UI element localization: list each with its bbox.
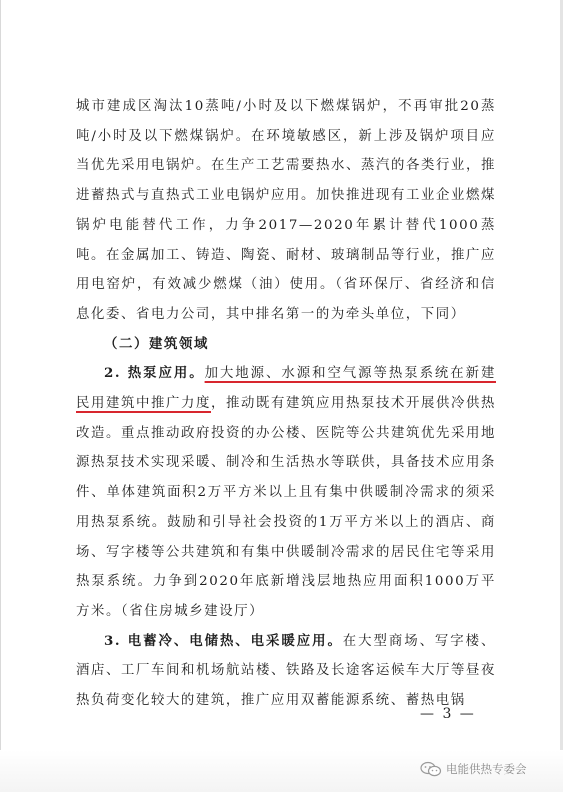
item-3-paragraph bbox=[76, 627, 496, 716]
highlighted-text: 加大地源、水源和空气源等热泵系统在新建民用建筑中推广力度 bbox=[76, 366, 496, 412]
section-heading: （二）建筑领域 bbox=[104, 335, 209, 352]
item-3-title: 3. 电蓄冷、电储热、电采暖应用。 bbox=[104, 632, 343, 649]
item-2-text: ，推动既有建筑应用热泵技术开展供冷供热改造。重点推动政府投资的办公楼、医院等公共建筑优先采用地源热泵技术实现采暖、制冷和生活热水等联供，具备技术应用条件、单体建筑面积2万平方米以上且有集中供暖制冷需求的须采用热泵系统。鼓励和引导社会投资的1万平方米以上的酒店、商场、写字楼等公共建筑和有集中供暖制冷需求的居民住宅等采用热泵系统。力争到2020年底新增浅层地热应用面积1000万平方米。（省住房城乡建设厅） bbox=[76, 396, 496, 619]
page-number: — 3 — bbox=[420, 706, 476, 722]
wechat-icon bbox=[420, 761, 442, 777]
item-2-paragraph bbox=[76, 359, 496, 626]
item-2-title: 2. 热泵应用。 bbox=[104, 365, 205, 382]
document-body bbox=[76, 92, 496, 716]
watermark bbox=[420, 761, 527, 777]
item-3-text: 在大型商场、写字楼、酒店、工厂车间和机场航站楼、铁路及长途客运候车大厅等昼夜热负荷变化较大的建筑，推广应用双蓄能源系统、蓄热电锅 bbox=[76, 633, 496, 709]
watermark-text: 电能供热专委会 bbox=[446, 762, 527, 776]
paragraph-1: 城市建成区淘汰10蒸吨/小时及以下燃煤锅炉，不再审批20蒸吨/小时及以下燃煤锅炉。在环境敏感区，新上涉及锅炉项目应当优先采用电锅炉。在生产工艺需要热水、蒸汽的各类行业，推进蓄热式与直热式工业电锅炉应用。加快推进现有工业企业燃煤锅炉电能替代工作，力争2017—2020年累计替代1000蒸吨。在金属加工、铸造、陶瓷、耐材、玻璃制品等行业，推广应用电窑炉，有效减少燃煤（油）使用。（省环保厅、省经济和信息化委、省电力公司，其中排名第一的为牵头单位，下同） bbox=[76, 99, 496, 322]
